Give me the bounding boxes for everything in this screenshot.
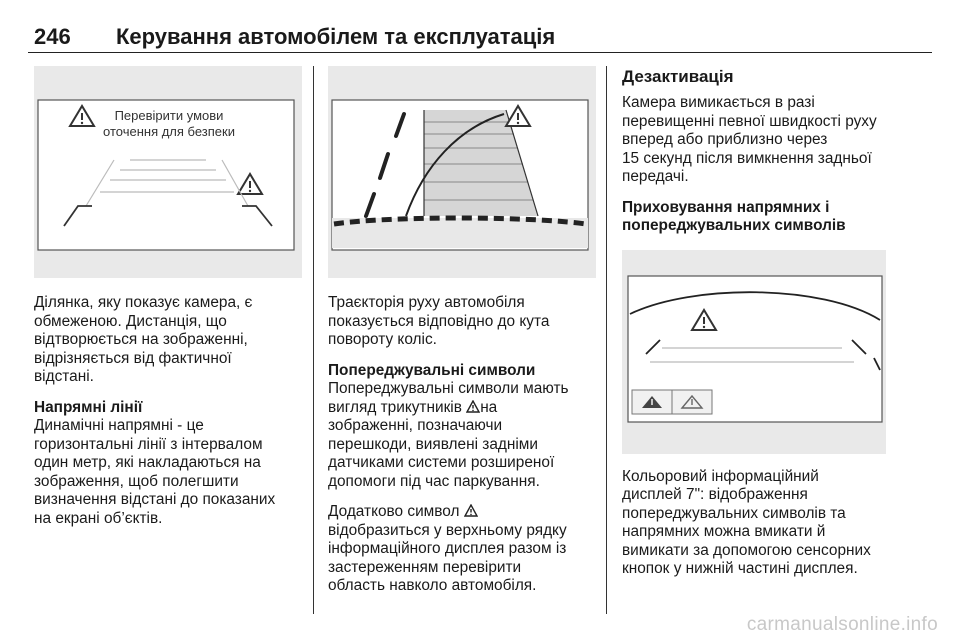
warning-text-line2: оточення для безпеки (103, 124, 235, 139)
text-line: горизонтальні лінії з інтервалом (34, 435, 263, 453)
guideline-toggle-figure (622, 250, 886, 454)
paragraph (328, 294, 596, 350)
text-line: дисплей 7": відображення (622, 486, 808, 503)
watermark: carmanualsonline.info (746, 614, 938, 635)
camera-view-figure (34, 66, 302, 278)
text-line: застереженням перевірити (328, 558, 522, 576)
page-title: Керування автомобілем та експлуатація (116, 24, 556, 49)
section-heading: Попереджувальні символи (328, 361, 536, 379)
text-line: Приховування напрямних і (622, 198, 830, 216)
paragraph (622, 468, 890, 579)
text-line: напрямних можна вмикати й (622, 523, 826, 540)
text-line: повороту коліс. (328, 331, 437, 348)
text-line: Камера вимикається в разі (622, 94, 815, 111)
text-line: попереджувальних символів та (622, 504, 846, 522)
text-line: один метр, які накладаються на (34, 454, 261, 471)
text-line: передачі. (622, 168, 689, 185)
section-heading (622, 199, 890, 236)
text-line: Попереджувальні символи мають (328, 380, 569, 397)
text-line: вперед або приблизно через (622, 131, 828, 148)
text-line: на (480, 398, 498, 416)
text-line: кнопок у нижній частині дисплея. (622, 560, 858, 577)
paragraph (622, 94, 890, 187)
column-2 (328, 66, 596, 596)
column-3 (622, 66, 890, 579)
text-line: обмеженою. Дистанція, що (34, 312, 227, 330)
text-line: зображенні, позначаючи (328, 417, 503, 434)
page-header (28, 22, 932, 53)
page-number: 246 (34, 24, 71, 49)
text-line: попереджувальних символів (622, 217, 846, 234)
text-line: на екрані об’єктів. (34, 509, 163, 527)
paragraph (34, 417, 302, 528)
text-line: Ділянка, яку показує камера, є (34, 294, 253, 311)
text-line: інформаційного дисплея разом із (328, 540, 567, 557)
paragraph (34, 294, 302, 387)
text-line: показується відповідно до кута (328, 312, 550, 330)
text-line: відтворюється на зображенні, (34, 331, 248, 348)
text-line: Додатково символ (328, 503, 460, 520)
trajectory-figure (328, 66, 596, 278)
section-heading: Напрямні лінії (34, 398, 143, 416)
text-line: визначення відстані до показаних (34, 491, 276, 508)
text-line: Динамічні напрямні - це (34, 417, 204, 434)
text-line: перевищенні певної швидкості руху (622, 112, 877, 130)
text-line: зображення, щоб полегшити (34, 472, 239, 490)
section-heading: Дезактивація (622, 67, 734, 86)
paragraph (328, 380, 596, 491)
warning-triangle-icon (464, 504, 478, 517)
text-line: область навколо автомобіля. (328, 577, 537, 594)
text-line: допомоги під час паркування. (328, 472, 540, 490)
text-line: 15 секунд після вимкнення задньої (622, 149, 872, 167)
warning-triangle-icon (466, 400, 480, 413)
paragraph (328, 503, 596, 596)
column-1 (34, 66, 302, 528)
column-divider (606, 66, 607, 614)
text-line: вимикати за допомогою сенсорних (622, 541, 871, 559)
text-line: Траєкторія руху автомобіля (328, 294, 525, 311)
text-line: перешкоди, виявлені задніми (328, 435, 538, 453)
text-line: Кольоровий інформаційний (622, 467, 819, 485)
text-line: відрізняється від фактичної (34, 349, 232, 367)
warning-text-line1: Перевірити умови (114, 108, 224, 123)
text-line: відобразиться у верхньому рядку (328, 521, 567, 539)
text-line: датчиками системи розширеної (328, 454, 555, 471)
column-divider (313, 66, 314, 614)
text-line: відстані. (34, 368, 94, 385)
text-line: вигляд трикутників (328, 398, 462, 416)
